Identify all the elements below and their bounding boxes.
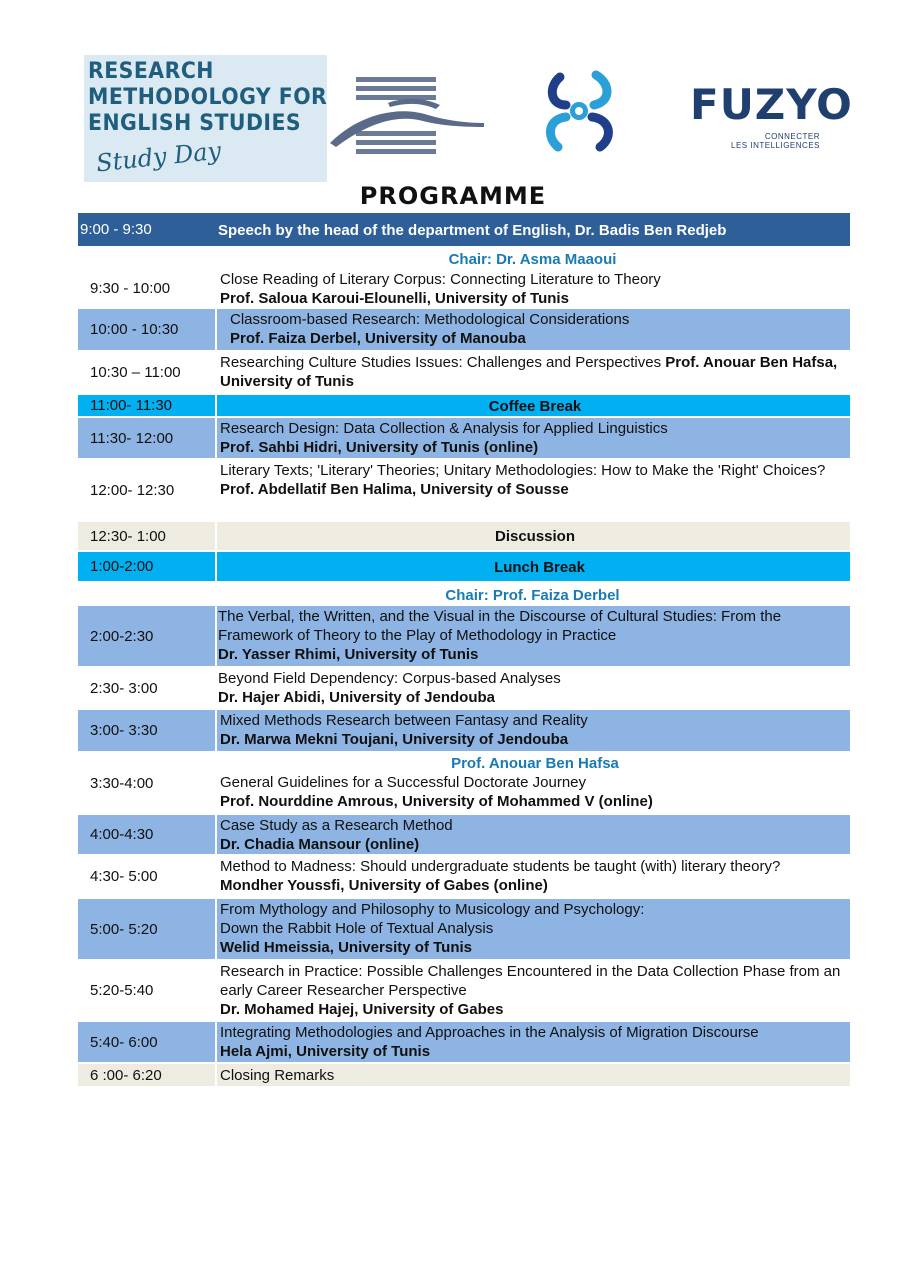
chair-label: Prof. Anouar Ben Hafsa: [451, 755, 619, 772]
table-row: [78, 460, 850, 522]
table-row: [78, 552, 850, 583]
session-title: Beyond Field Dependency: Corpus-based Analyses: [218, 670, 561, 687]
session-title: Speech by the head of the department of English, Dr. Badis Ben Redjeb: [218, 221, 727, 239]
session-speaker: Dr. Marwa Mekni Toujani, University of Jendouba: [220, 731, 569, 748]
session-speaker: Prof. Sahbi Hidri, University of Tunis (online): [220, 439, 539, 456]
session-details: [215, 899, 850, 959]
session-details: [215, 710, 850, 751]
table-row: [78, 1022, 850, 1064]
session-title: Mixed Methods Research between Fantasy and Reality: [220, 712, 588, 729]
session-title-line-2: Down the Rabbit Hole of Textual Analysis: [220, 920, 494, 937]
session-time: 6 :00- 6:20: [90, 1066, 162, 1084]
session-title: Method to Madness: Should undergraduate students be taught (with) literary theory?: [220, 858, 781, 875]
session-details: [215, 269, 850, 307]
session-time: 10:30 – 11:00: [90, 364, 181, 381]
session-time: 2:30- 3:00: [90, 679, 158, 697]
chair-label: Chair: Dr. Asma Maaoui: [448, 251, 617, 268]
session-time: 5:20-5:40: [90, 982, 154, 999]
session-title: Closing Remarks: [215, 1064, 850, 1086]
session-speaker: Mondher Youssfi, University of Gabes (online): [220, 877, 548, 894]
session-time: 9:30 - 10:00: [90, 279, 171, 297]
session-details: [215, 606, 850, 666]
session-title: Literary Texts; 'Literary' Theories; Unitary Methodologies: How to Make the 'Right' Choices?: [220, 462, 826, 479]
fuzyo-tagline-2: LES INTELLIGENCES: [731, 141, 820, 150]
session-title: Researching Culture Studies Issues: Challenges and Perspectives: [220, 354, 662, 371]
session-time: 11:00- 11:30: [90, 397, 173, 414]
table-row: [78, 899, 850, 961]
session-details: [215, 309, 850, 350]
table-row: [78, 710, 850, 753]
session-time: 4:00-4:30: [90, 826, 154, 843]
table-row: [78, 352, 850, 395]
table-row: [78, 753, 850, 815]
session-time: 3:30-4:00: [90, 774, 154, 792]
session-speaker: Dr. Hajer Abidi, University of Jendouba: [218, 689, 496, 706]
university-emblem-icon: [328, 75, 486, 155]
study-day-logo: [84, 55, 327, 182]
fuzyo-tagline-1: CONNECTER: [764, 132, 820, 141]
table-row: [78, 213, 850, 248]
session-details: [215, 418, 850, 458]
fuzyo-logo-tagline: [720, 132, 820, 150]
session-speaker: Welid Hmeissia, University of Tunis: [220, 939, 473, 956]
session-time: 12:00- 12:30: [90, 481, 175, 499]
page-title: PROGRAMME: [359, 182, 547, 210]
table-row: [78, 309, 850, 352]
session-title: The Verbal, the Written, and the Visual in the Discourse of Cultural Studies: From the Framework of Theory to the Play of Methodology in Practice: [218, 608, 782, 644]
fuzyo-logo: [690, 80, 855, 160]
session-title: Integrating Methodologies and Approaches in the Analysis of Migration Discourse: [220, 1024, 759, 1041]
session-details: [215, 753, 850, 813]
programme-table: [78, 213, 850, 1088]
session-time: 3:00- 3:30: [90, 722, 158, 739]
break-label: Lunch Break: [215, 552, 850, 581]
session-speaker: Prof. Abdellatif Ben Halima, University of Sousse: [220, 481, 569, 498]
chair-label: Chair: Prof. Faiza Derbel: [445, 587, 620, 604]
session-time: 2:00-2:30: [90, 627, 154, 645]
session-speaker: Dr. Yasser Rhimi, University of Tunis: [218, 646, 479, 663]
session-title-line-1: From Mythology and Philosophy to Musicology and Psychology:: [220, 901, 645, 918]
session-speaker: Hela Ajmi, University of Tunis: [220, 1043, 431, 1060]
session-title: Case Study as a Research Method: [220, 817, 453, 834]
logo-title-line-1: RESEARCH: [88, 59, 214, 84]
table-row: [78, 815, 850, 856]
table-row: [78, 668, 850, 710]
break-label: Discussion: [215, 522, 850, 550]
logo-title-line-3: ENGLISH STUDIES: [88, 111, 302, 136]
table-row: [78, 395, 850, 418]
session-title: Classroom-based Research: Methodological Considerations: [230, 311, 630, 328]
session-time: 4:30- 5:00: [90, 868, 158, 885]
session-details: [215, 460, 850, 520]
session-title: Research Design: Data Collection & Analysis for Applied Linguistics: [220, 420, 668, 437]
table-row: [78, 1064, 850, 1088]
session-details: [215, 856, 850, 897]
session-time: 11:30- 12:00: [90, 429, 174, 447]
session-details: [215, 668, 850, 708]
session-title: Research in Practice: Possible Challenges Encountered in the Data Collection Phase from an early Career Researcher Perspective: [220, 963, 841, 999]
table-row: [78, 522, 850, 552]
table-row: [78, 961, 850, 1022]
session-details: [215, 352, 850, 393]
session-speaker: Dr. Chadia Mansour (online): [220, 836, 420, 853]
break-label: Coffee Break: [215, 395, 850, 416]
session-speaker: Prof. Faiza Derbel, University of Manouba: [230, 330, 526, 347]
session-details: [215, 815, 850, 854]
fuzyo-logo-text: FUZYO: [690, 80, 853, 129]
flower-emblem-icon: [530, 65, 628, 157]
logo-title-line-2: METHODOLOGY FOR: [88, 85, 328, 110]
session-time: 10:00 - 10:30: [90, 321, 179, 338]
session-time: 9:00 - 9:30: [80, 221, 152, 238]
table-row: [78, 418, 850, 460]
session-title: General Guidelines for a Successful Doctorate Journey: [220, 774, 587, 791]
session-time: 12:30- 1:00: [90, 527, 166, 545]
table-row: [78, 269, 850, 309]
session-speaker: Prof. Saloua Karoui-Elounelli, University of Tunis: [220, 290, 569, 307]
table-row: [78, 856, 850, 899]
session-time: 5:40- 6:00: [90, 1033, 158, 1051]
session-title: Close Reading of Literary Corpus: Connecting Literature to Theory: [220, 271, 661, 288]
logo-subtitle: Study Day: [94, 136, 223, 178]
table-row: [78, 606, 850, 668]
session-time: 1:00-2:00: [90, 558, 154, 575]
session-details: [215, 961, 850, 1020]
session-speaker: Dr. Mohamed Hajej, University of Gabes: [220, 1001, 504, 1018]
session-time: 5:00- 5:20: [90, 920, 158, 938]
session-speaker: Prof. Anouar Ben Hafsa, University of Tunis: [220, 354, 838, 390]
session-speaker: Prof. Nourddine Amrous, University of Mohammed V (online): [220, 793, 653, 810]
session-details: [215, 1022, 850, 1062]
